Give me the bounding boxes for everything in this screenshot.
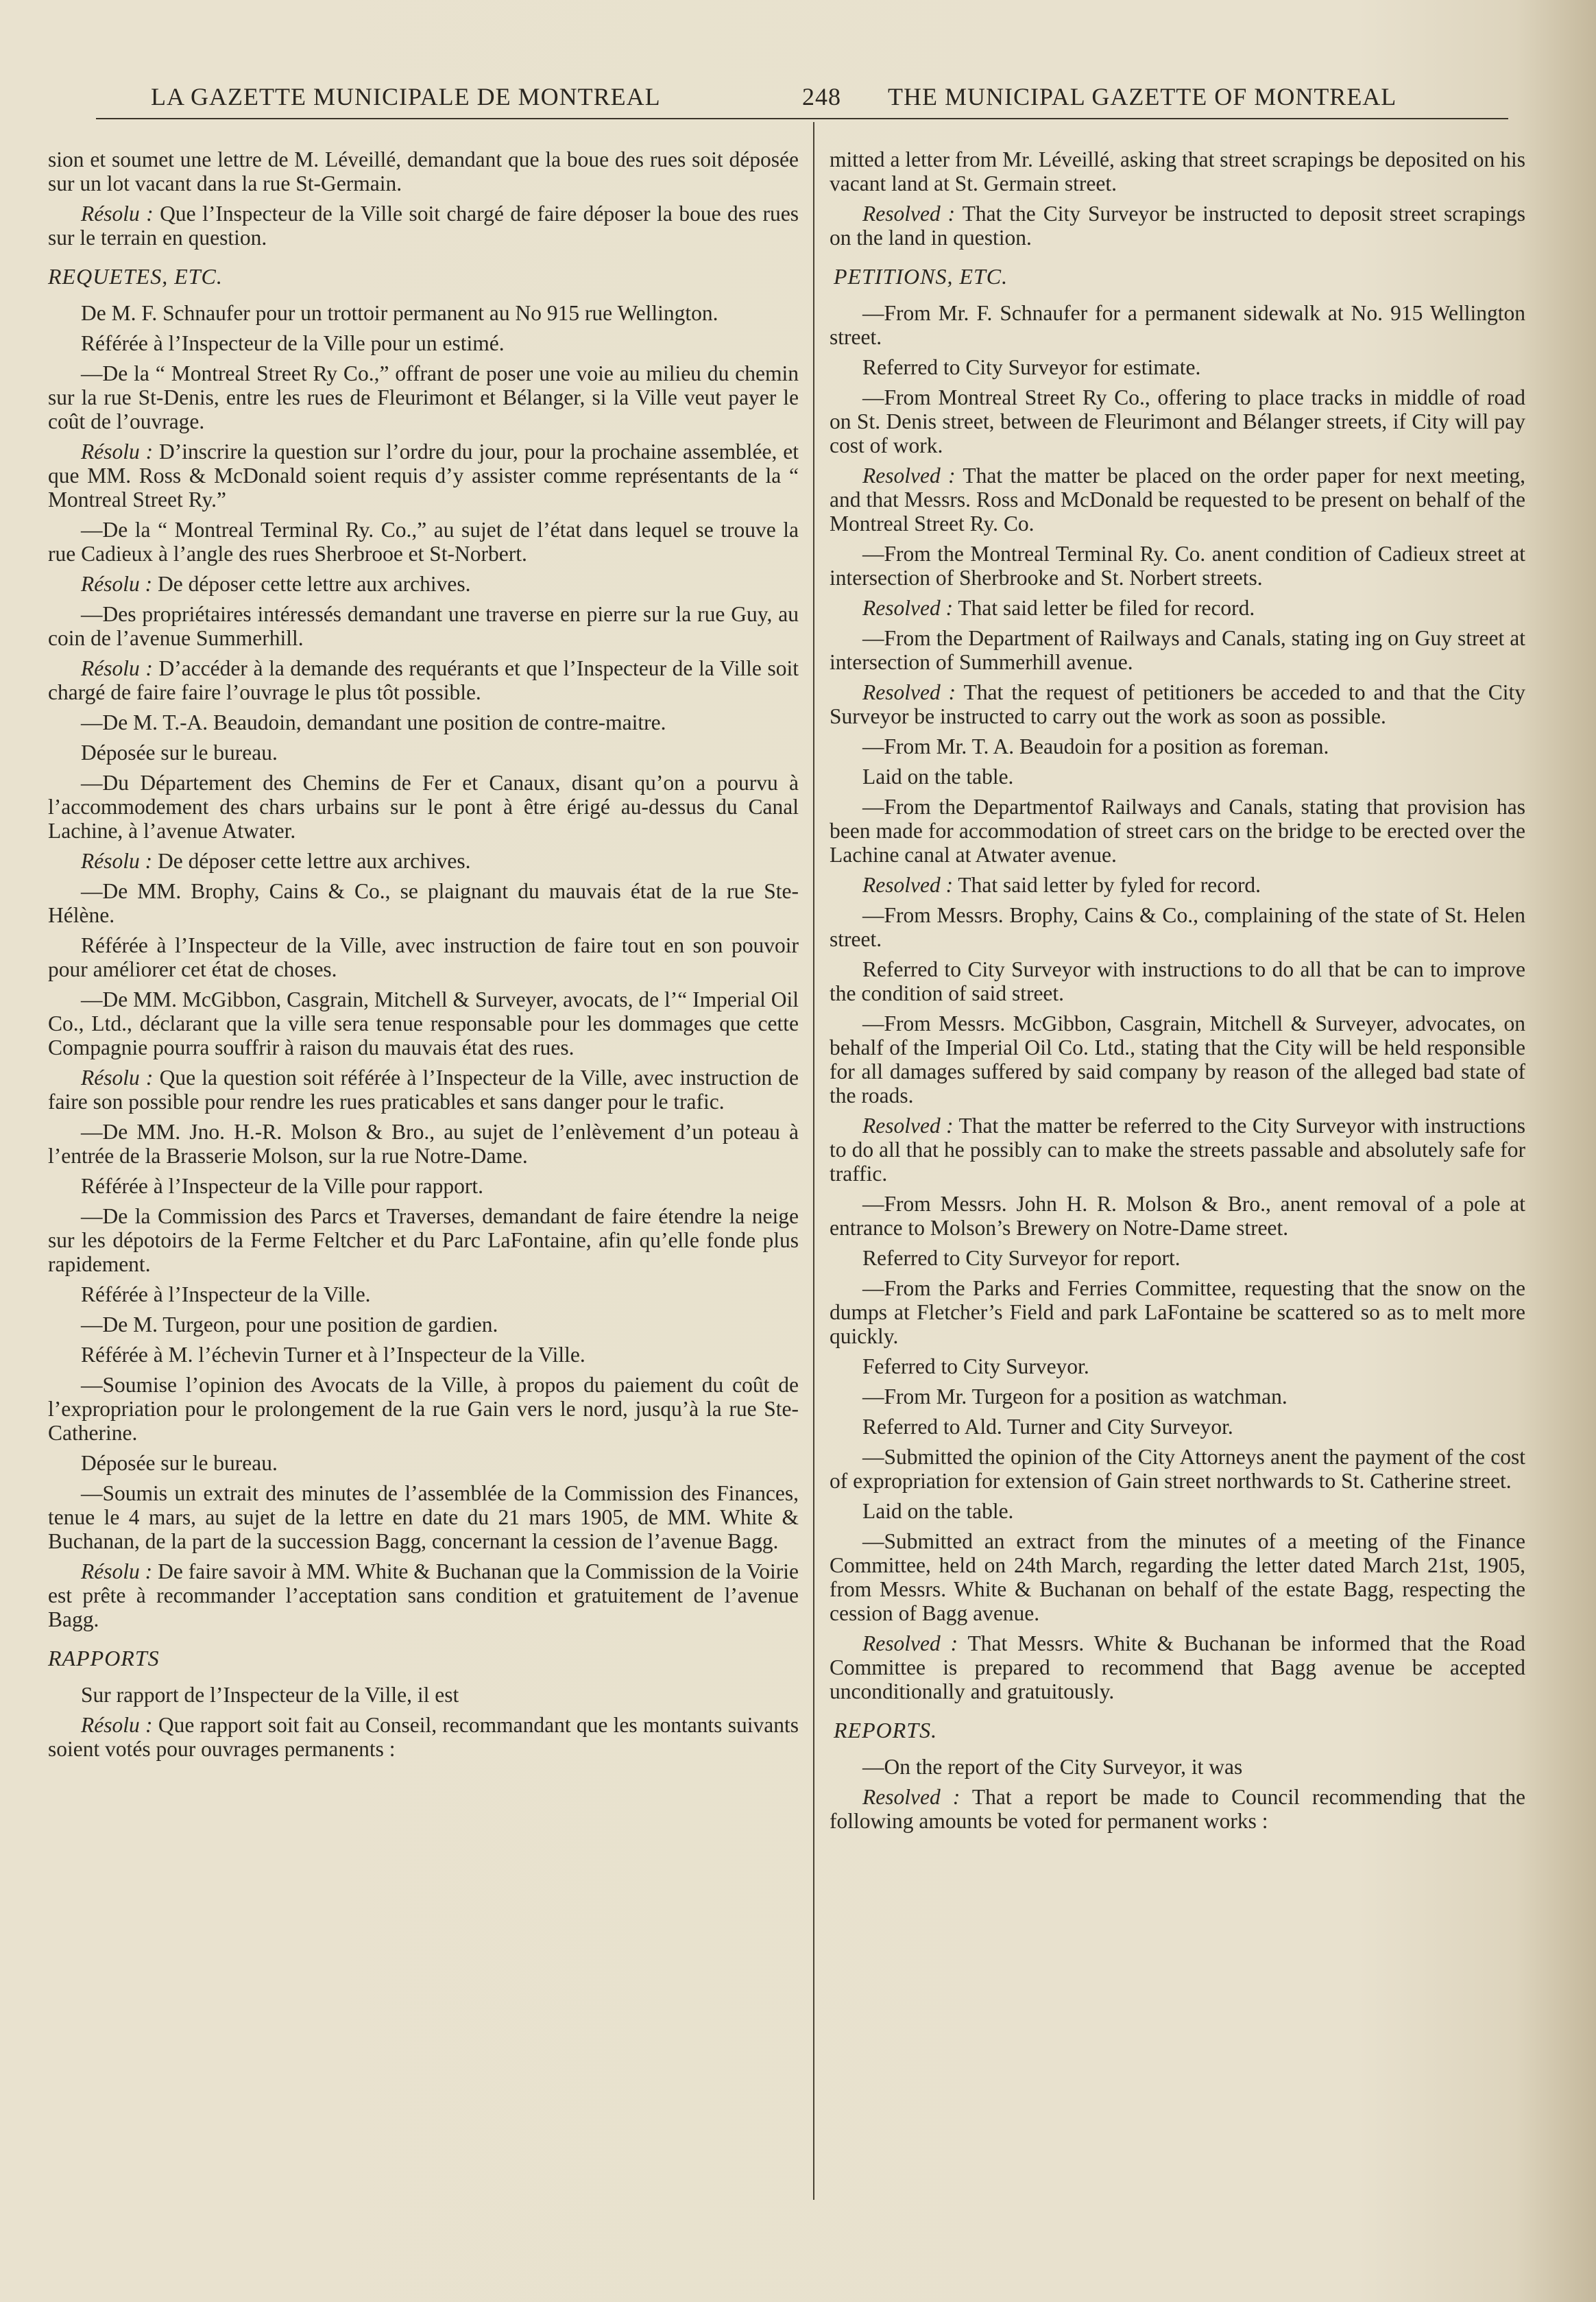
paragraph: —From the Montreal Terminal Ry. Co. anent condition of Cadieux street at intersection of Sherbrooke and St. Norbert streets. (830, 542, 1525, 590)
paragraph: —From the Department of Railways and Canals, stating ing on Guy street at intersection of Summerhill avenue. (830, 626, 1525, 674)
header-title-french: LA GAZETTE MUNICIPALE DE MONTREAL (151, 83, 661, 110)
paragraph: —From Mr. Turgeon for a position as watchman. (862, 1384, 1287, 1408)
paragraph: mitted a letter from Mr. Léveillé, asking that street scrapings be deposited on his vacant land at St. Germain street. (830, 147, 1525, 195)
resolution-label: Resolved : (862, 464, 956, 488)
resolution-paragraph (48, 1713, 799, 1761)
resolution-label: Résolu : (81, 202, 154, 226)
resolution-text: Que rapport soit fait au Conseil, recommandant que les montants suivants soient votés pour ouvrages permanents : (48, 1713, 799, 1761)
paragraph: Référée à l’Inspecteur de la Ville, avec instruction de faire tout en son pouvoir pour améliorer cet état de choses. (48, 933, 799, 981)
paragraph: —From Mr. T. A. Beaudoin for a position as foreman. (862, 734, 1329, 758)
paragraph: De M. F. Schnaufer pour un trottoir permanent au No 915 rue Wellington. (81, 301, 718, 325)
paragraph: Laid on the table. (862, 1499, 1014, 1523)
resolution-label: Resolved : (862, 680, 956, 704)
resolution-paragraph (830, 873, 1525, 897)
resolution-paragraph (48, 440, 799, 512)
resolution-label: Résolu : (81, 1559, 153, 1583)
resolution-label: Resolved : (862, 1114, 954, 1138)
resolution-text: That the matter be referred to the City Surveyor with instructions to do all that he possibly can to make the streets passable and absolutely safe for traffic. (830, 1114, 1525, 1186)
resolution-text: De déposer cette lettre aux archives. (152, 849, 471, 873)
paragraph: —From the Parks and Ferries Committee, requesting that the snow on the dumps at Fletcher’s Field and park LaFontaine be scattered so as to melt more quickly. (830, 1276, 1525, 1348)
resolution-text: De déposer cette lettre aux archives. (152, 572, 471, 596)
resolution-text: That a report be made to Council recommending that the following amounts be voted for permanent works : (830, 1785, 1526, 1833)
resolution-label: Resolved : (862, 1785, 960, 1809)
resolution-paragraph (48, 1559, 799, 1631)
paragraph: —De la Commission des Parcs et Traverses, demandant de faire étendre la neige sur les dépotoirs de la Ferme Feltcher et du Parc LaFontaine, afin qu’elle fonde plus rapidement. (48, 1204, 799, 1276)
resolution-text: That the request of petitioners be acceded to and that the City Surveyor be instructed to carry out the work as soon as possible. (830, 680, 1525, 728)
paragraph: sion et soumet une lettre de M. Léveillé, demandant que la boue des rues soit déposée sur un lot vacant dans la rue St-Germain. (48, 147, 799, 195)
resolution-label: Resolved : (862, 873, 954, 897)
resolution-label: Résolu : (81, 572, 153, 596)
resolution-text: That the matter be placed on the order paper for next meeting, and that Messrs. Ross and McDonald be requested to be present on behalf of the Montreal Street Ry. Co. (830, 464, 1525, 536)
page-header (151, 82, 1495, 123)
paragraph: —De la “ Montreal Street Ry Co.,” offrant de poser une voie au milieu du chemin sur la rue St-Denis, entre les rues de Fleurimont et Bélanger, si la Ville veut payer le coût de l’ouvrage. (48, 361, 799, 433)
resolution-paragraph (48, 656, 799, 704)
paragraph: Referred to City Surveyor with instructions to do all that be can to improve the condition of said street. (830, 957, 1525, 1005)
paragraph: —From Messrs. McGibbon, Casgrain, Mitchell & Surveyer, advocates, on behalf of the Imperial Oil Co. Ltd., stating that the City will be held responsible for all damages suffered by said company by reason of the alleged bad state of the roads. (830, 1011, 1525, 1107)
resolution-label: Resolved : (862, 1631, 958, 1655)
paragraph: —De M. T.-A. Beaudoin, demandant une position de contre-maitre. (81, 710, 666, 734)
resolution-label: Résolu : (81, 440, 154, 464)
paragraph: —De MM. Jno. H.-R. Molson & Bro., au sujet de l’enlèvement d’un poteau à l’entrée de la Brasserie Molson, sur la rue Notre-Dame. (48, 1120, 799, 1168)
resolution-label: Résolu : (81, 656, 153, 680)
header-rule (96, 118, 1508, 119)
paragraph: —Submitted the opinion of the City Attorneys anent the payment of the cost of expropriation for extension of Gain street northwards to St. Catherine street. (830, 1445, 1525, 1493)
resolution-text: De faire savoir à MM. White & Buchanan que la Commission de la Voirie est prête à recommander l’acceptation sans condition et gratuitement de l’avenue Bagg. (48, 1559, 799, 1631)
resolution-text: That Messrs. White & Buchanan be informed that the Road Committee is prepared to recommend that Bagg avenue be accepted unconditionally and gratuitously. (830, 1631, 1525, 1703)
paragraph: Référée à l’Inspecteur de la Ville pour un estimé. (81, 331, 505, 355)
french-column (48, 147, 799, 1767)
resolution-paragraph (48, 1066, 799, 1114)
resolution-paragraph (830, 202, 1525, 250)
resolution-text: That the City Surveyor be instructed to deposit street scrapings on the land in question. (830, 202, 1525, 250)
paragraph: Feferred to City Surveyor. (862, 1354, 1089, 1378)
paragraph: —De la “ Montreal Terminal Ry. Co.,” au sujet de l’état dans lequel se trouve la rue Cadieux à l’angle des rues Sherbrooe et St-Norbert. (48, 518, 799, 566)
resolution-label: Resolved : (862, 596, 954, 620)
resolution-paragraph (830, 1785, 1525, 1833)
resolution-text: Que la question soit référée à l’Inspecteur de la Ville, avec instruction de faire son possible pour rendre les rues praticables et sans danger pour le trafic. (48, 1066, 799, 1114)
paragraph: Déposée sur le bureau. (81, 741, 278, 765)
page-number: 248 (802, 83, 841, 110)
paragraph: Référée à l’Inspecteur de la Ville. (81, 1282, 371, 1306)
resolution-paragraph (830, 1631, 1525, 1703)
resolution-text: D’accéder à la demande des requérants et que l’Inspecteur de la Ville soit chargé de faire faire l’ouvrage le plus tôt possible. (48, 656, 799, 704)
paragraph: —From Messrs. John H. R. Molson & Bro., anent removal of a pole at entrance to Molson’s Brewery on Notre-Dame street. (830, 1192, 1525, 1240)
paragraph: —De M. Turgeon, pour une position de gardien. (81, 1312, 498, 1336)
section-heading-requetes: REQUETES, ETC. (48, 264, 223, 289)
resolution-paragraph (830, 1114, 1525, 1186)
resolution-label: Résolu : (81, 1066, 154, 1090)
section-heading-rapports: RAPPORTS (48, 1646, 160, 1670)
resolution-label: Resolved : (862, 202, 956, 226)
paragraph: —From the Departmentof Railways and Canals, stating that provision has been made for accommodation of street cars on the bridge to be erected over the Lachine canal at Atwater avenue. (830, 795, 1525, 867)
resolution-paragraph (48, 849, 799, 873)
resolution-paragraph (830, 596, 1525, 620)
paragraph: Referred to City Surveyor for report. (862, 1246, 1181, 1270)
resolution-paragraph (48, 572, 799, 596)
resolution-text: D’inscrire la question sur l’ordre du jour, pour la prochaine assemblée, et que MM. Ross & McDonald soient requis d’y assister comme représentants de la “ Montreal Street Ry.” (48, 440, 799, 512)
paragraph: —De MM. Brophy, Cains & Co., se plaignant du mauvais état de la rue Ste-Hélène. (48, 879, 799, 927)
paragraph: Sur rapport de l’Inspecteur de la Ville, il est (81, 1683, 459, 1707)
resolution-label: Résolu : (81, 849, 153, 873)
resolution-paragraph (830, 464, 1525, 536)
paragraph: —Soumis un extrait des minutes de l’assemblée de la Commission des Finances, tenue le 4 mars, au sujet de la lettre en date du 21 mars 1905, de MM. White & Buchanan, de la part de la succession Bagg, concernant la cession de l’avenue Bagg. (48, 1481, 799, 1553)
paragraph: Referred to Ald. Turner and City Surveyor. (862, 1415, 1233, 1439)
resolution-label: Résolu : (81, 1713, 153, 1737)
section-heading-reports: REPORTS. (834, 1718, 938, 1742)
resolution-text: Que l’Inspecteur de la Ville soit chargé de faire déposer la boue des rues sur le terrain en question. (48, 202, 799, 250)
paragraph: —De MM. McGibbon, Casgrain, Mitchell & Surveyer, avocats, de l’“ Imperial Oil Co., Ltd., déclarant que la ville sera tenue responsable pour les dommages que cette Compagnie pourra souffrir à raison du mauvais état des rues. (48, 987, 799, 1059)
paragraph: —On the report of the City Surveyor, it was (862, 1755, 1243, 1779)
resolution-text: That said letter by fyled for record. (953, 873, 1261, 897)
column-divider (813, 122, 814, 2200)
paragraph: —From Montreal Street Ry Co., offering to place tracks in middle of road on St. Denis street, between de Fleurimont and Bélanger streets, if City will pay cost of work. (830, 385, 1525, 457)
paragraph: —Des propriétaires intéressés demandant une traverse en pierre sur la rue Guy, au coin de l’avenue Summerhill. (48, 602, 799, 650)
paragraph: —Submitted an extract from the minutes of a meeting of the Finance Committee, held on 24th March, regarding the letter dated March 21st, 1905, from Messrs. White & Buchanan on behalf of the estate Bagg, respecting the cession of Bagg avenue. (830, 1529, 1525, 1625)
section-heading-petitions: PETITIONS, ETC. (834, 264, 1008, 289)
paragraph: —Du Département des Chemins de Fer et Canaux, disant qu’on a pourvu à l’accommodement des chars urbains sur le pont à être érigé au-dessus du Canal Lachine, à l’avenue Atwater. (48, 771, 799, 843)
paragraph: Référée à M. l’échevin Turner et à l’Inspecteur de la Ville. (81, 1343, 585, 1367)
paragraph: Référée à l’Inspecteur de la Ville pour rapport. (81, 1174, 484, 1198)
resolution-paragraph (48, 202, 799, 250)
paragraph: Déposée sur le bureau. (81, 1451, 278, 1475)
paragraph: Referred to City Surveyor for estimate. (862, 355, 1201, 379)
english-column (830, 147, 1525, 1839)
paragraph: —From Mr. F. Schnaufer for a permanent sidewalk at No. 915 Wellington street. (830, 301, 1525, 349)
paragraph: —From Messrs. Brophy, Cains & Co., complaining of the state of St. Helen street. (830, 903, 1525, 951)
paragraph: —Soumise l’opinion des Avocats de la Ville, à propos du paiement du coût de l’expropriation pour le prolongement de la rue Gain vers le nord, jusqu’à la rue Ste-Catherine. (48, 1373, 799, 1445)
resolution-paragraph (830, 680, 1525, 728)
paragraph: Laid on the table. (862, 765, 1014, 789)
header-title-english: THE MUNICIPAL GAZETTE OF MONTREAL (888, 83, 1397, 110)
resolution-text: That said letter be filed for record. (953, 596, 1255, 620)
